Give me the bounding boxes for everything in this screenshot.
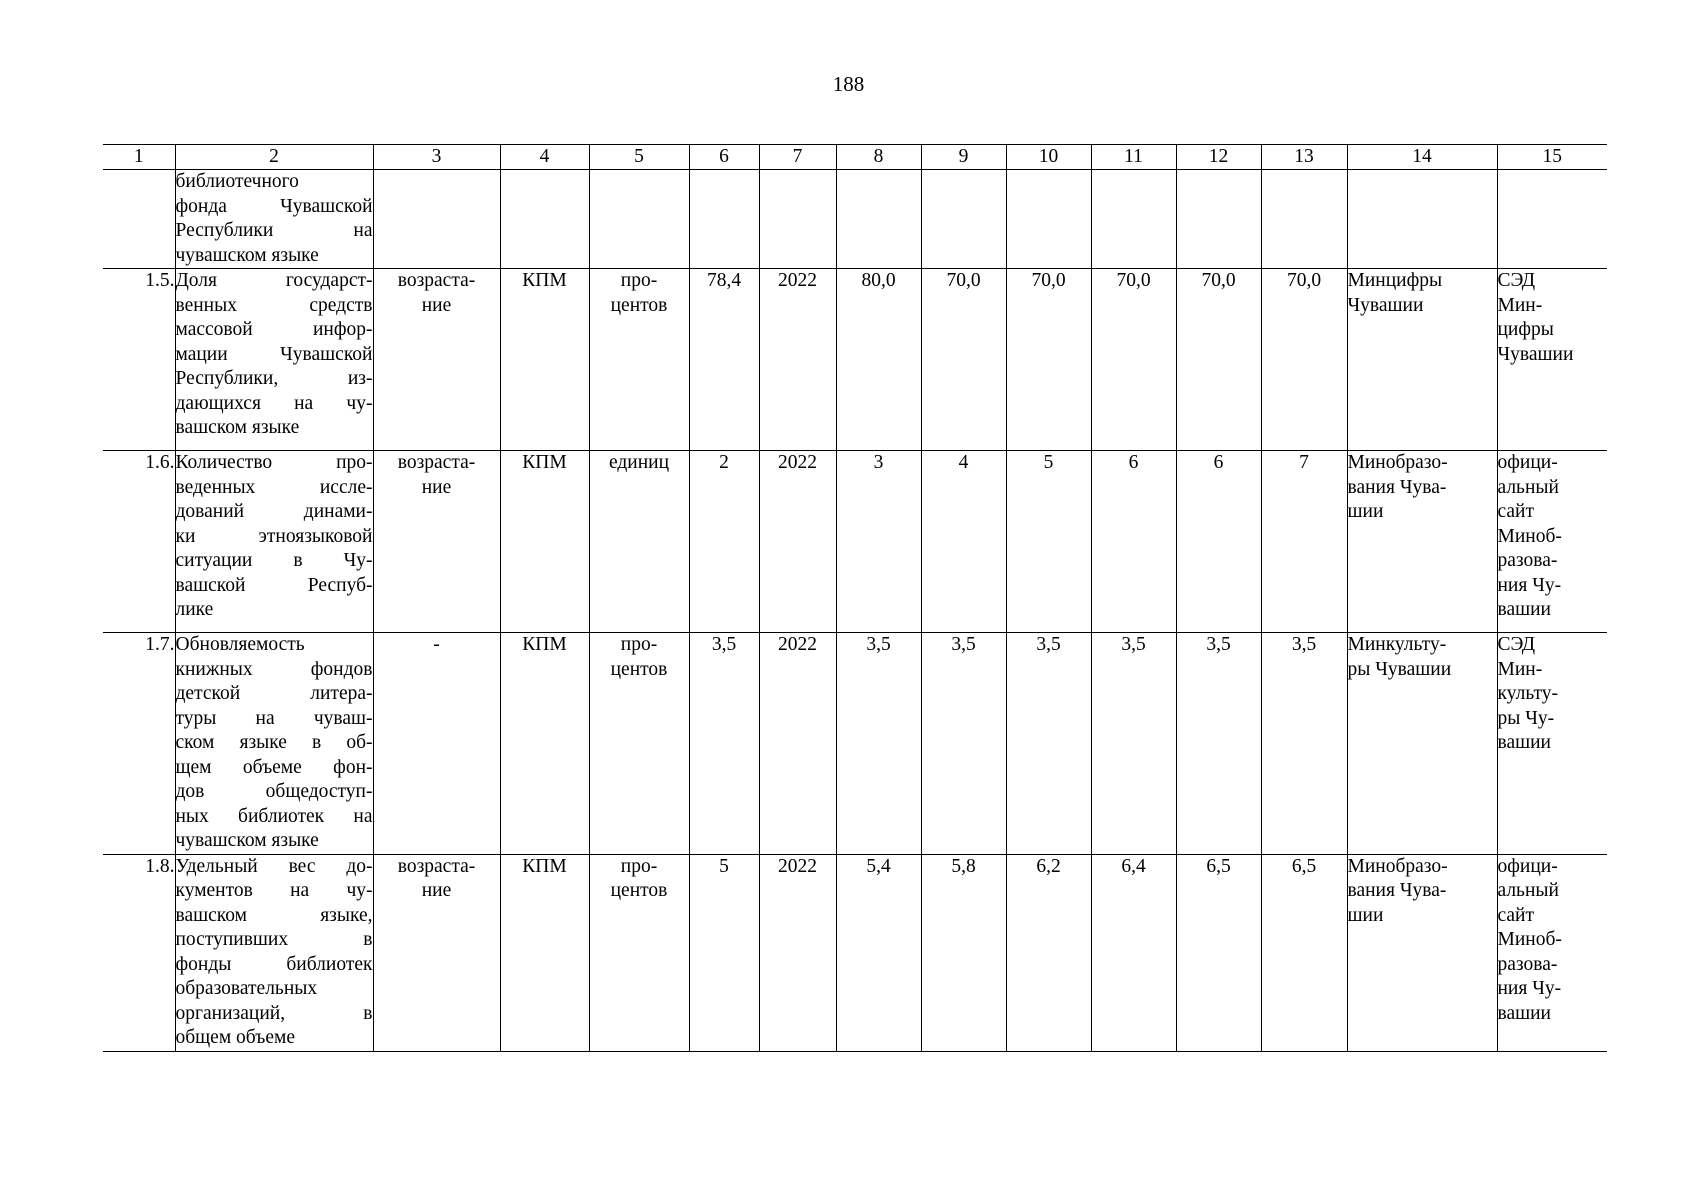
indicator-level: КПМ bbox=[522, 452, 567, 473]
header-row bbox=[103, 145, 1607, 170]
base-value-cell bbox=[689, 633, 759, 855]
base-year: 2022 bbox=[778, 270, 817, 291]
indicator-name-line: вашском языке, bbox=[175, 904, 373, 926]
base-value-cell bbox=[689, 854, 759, 1051]
row-number-cell bbox=[103, 854, 175, 1051]
row-number: 1.6. bbox=[145, 452, 175, 473]
value-col-13-cell bbox=[1261, 269, 1347, 451]
column-header-11: 11 bbox=[1091, 145, 1176, 170]
responsible-body: Минобразо- вания Чува- шии bbox=[1347, 855, 1448, 926]
indicator-name-line: Республики, из- bbox=[175, 368, 373, 389]
value-col-10-cell bbox=[1006, 633, 1091, 855]
data-source: СЭД Мин- цифры Чувашии bbox=[1497, 270, 1574, 365]
data-source: офици- альный сайт Миноб- разова- ния Чу- вашии bbox=[1497, 452, 1562, 620]
value-col-11: 6,4 bbox=[1121, 855, 1146, 877]
value-col-11-cell bbox=[1091, 854, 1176, 1051]
indicator-level-cell bbox=[500, 854, 589, 1051]
column-header-9: 9 bbox=[921, 145, 1006, 170]
value-col-11-cell bbox=[1091, 633, 1176, 855]
value-col-9: 70,0 bbox=[946, 270, 981, 291]
data-source: СЭД Мин- культу- ры Чу- вашии bbox=[1497, 634, 1558, 753]
indicator-name bbox=[176, 633, 373, 854]
value-col-9: 5,8 bbox=[951, 855, 976, 877]
indicator-name-line: фонда Чувашской bbox=[175, 195, 373, 217]
row-number: 1.8. bbox=[145, 855, 175, 877]
indicator-name-line: Обновляемость bbox=[175, 634, 305, 655]
value-col-13: 6,5 bbox=[1291, 855, 1317, 877]
column-header-5: 5 bbox=[589, 145, 689, 170]
page-number: 188 bbox=[832, 72, 865, 96]
indicator-level-cell bbox=[500, 633, 589, 855]
indicator-name-line: дающихся на чу- bbox=[175, 392, 373, 414]
indicator-name-line: образовательных bbox=[175, 978, 318, 999]
base-value-cell bbox=[689, 451, 759, 633]
value-col-9-cell bbox=[921, 170, 1006, 269]
value-col-12-cell bbox=[1176, 269, 1261, 451]
indicator-name-line: венных средств bbox=[175, 294, 373, 316]
value-col-11-cell bbox=[1091, 170, 1176, 269]
indicator-name-line: общем объеме bbox=[175, 1027, 295, 1048]
base-year-cell bbox=[759, 854, 836, 1051]
trend-direction: возраста- ние bbox=[397, 855, 476, 901]
value-col-12: 70,0 bbox=[1201, 270, 1236, 291]
column-header-4: 4 bbox=[500, 145, 589, 170]
value-col-10: 5 bbox=[1043, 452, 1054, 473]
value-col-13-cell bbox=[1261, 854, 1347, 1051]
value-col-10: 6,2 bbox=[1036, 855, 1061, 877]
indicator-name-line: ных библиотек на bbox=[175, 805, 373, 827]
value-col-8-cell bbox=[836, 451, 921, 633]
indicator-name-line: массовой инфор- bbox=[175, 319, 373, 340]
trend-direction-cell bbox=[373, 269, 500, 451]
value-col-11: 3,5 bbox=[1121, 634, 1146, 655]
indicator-name-line: фонды библиотек bbox=[175, 953, 373, 975]
value-col-9-cell bbox=[921, 854, 1006, 1051]
value-col-8: 5,4 bbox=[866, 855, 891, 877]
base-year-cell bbox=[759, 170, 836, 269]
value-col-9-cell bbox=[921, 451, 1006, 633]
row-number-cell bbox=[103, 633, 175, 855]
trend-direction-cell bbox=[373, 170, 500, 269]
row-number-cell bbox=[103, 269, 175, 451]
table-row bbox=[103, 633, 1607, 855]
trend-direction: - bbox=[433, 634, 440, 655]
responsible-body-cell bbox=[1347, 633, 1497, 855]
trend-direction: возраста- ние bbox=[397, 452, 476, 498]
indicator-level-cell bbox=[500, 451, 589, 633]
base-value: 78,4 bbox=[706, 270, 742, 291]
indicator-name-line: лике bbox=[175, 599, 214, 620]
responsible-body-cell bbox=[1347, 451, 1497, 633]
column-header-8: 8 bbox=[836, 145, 921, 170]
value-col-8: 3,5 bbox=[866, 634, 891, 655]
data-source-cell bbox=[1497, 170, 1607, 269]
column-header-6: 6 bbox=[689, 145, 759, 170]
value-col-8-cell bbox=[836, 854, 921, 1051]
table-body bbox=[103, 170, 1607, 1052]
column-header-12: 12 bbox=[1176, 145, 1261, 170]
table-row bbox=[103, 854, 1607, 1051]
table-header bbox=[103, 145, 1607, 170]
indicator-level-cell bbox=[500, 170, 589, 269]
value-col-10-cell bbox=[1006, 269, 1091, 451]
trend-direction: возраста- ние bbox=[397, 270, 476, 316]
value-col-13: 7 bbox=[1299, 452, 1309, 473]
indicator-name-line: Удельный вес до- bbox=[175, 855, 373, 877]
value-col-9-cell bbox=[921, 633, 1006, 855]
value-col-12-cell bbox=[1176, 633, 1261, 855]
value-col-13: 3,5 bbox=[1291, 634, 1317, 655]
base-year-cell bbox=[759, 633, 836, 855]
value-col-13-cell bbox=[1261, 170, 1347, 269]
indicator-name-line: книжных фондов bbox=[175, 658, 373, 680]
trend-direction-cell bbox=[373, 633, 500, 855]
responsible-body-cell bbox=[1347, 170, 1497, 269]
value-col-12: 3,5 bbox=[1206, 634, 1231, 655]
value-col-12-cell bbox=[1176, 170, 1261, 269]
indicator-name-cell bbox=[175, 633, 373, 855]
column-header-3: 3 bbox=[373, 145, 500, 170]
indicator-name-line: вашском языке bbox=[175, 417, 300, 438]
responsible-body-cell bbox=[1347, 269, 1497, 451]
indicator-name-line: Количество про- bbox=[175, 452, 373, 473]
value-col-12: 6,5 bbox=[1206, 855, 1231, 877]
indicator-name bbox=[176, 451, 373, 623]
indicator-name-cell bbox=[175, 170, 373, 269]
column-header-7: 7 bbox=[759, 145, 836, 170]
indicator-level: КПМ bbox=[522, 634, 567, 655]
indicator-name-line: детской литера- bbox=[175, 683, 373, 704]
unit-of-measure-cell bbox=[589, 170, 689, 269]
responsible-body: Минкульту- ры Чувашии bbox=[1347, 634, 1452, 680]
unit-of-measure-cell bbox=[589, 633, 689, 855]
value-col-12-cell bbox=[1176, 451, 1261, 633]
column-header-2: 2 bbox=[175, 145, 373, 170]
row-number: 1.7. bbox=[145, 634, 175, 655]
table-row bbox=[103, 269, 1607, 451]
row-number-cell bbox=[103, 451, 175, 633]
indicator-name-line: Республики на bbox=[175, 220, 373, 241]
indicator-name-line: ском языке в об- bbox=[175, 732, 373, 753]
value-col-13: 70,0 bbox=[1286, 270, 1322, 291]
data-source-cell bbox=[1497, 451, 1607, 633]
value-col-13-cell bbox=[1261, 633, 1347, 855]
data-source: офици- альный сайт Миноб- разова- ния Чу- вашии bbox=[1497, 855, 1562, 1024]
indicator-name-line: ки этноязыковой bbox=[175, 525, 373, 547]
indicator-name-line: туры на чуваш- bbox=[175, 707, 373, 729]
value-col-8-cell bbox=[836, 633, 921, 855]
value-col-8: 3 bbox=[873, 452, 884, 473]
base-year: 2022 bbox=[778, 855, 817, 877]
indicator-name-line: щем объеме фон- bbox=[175, 756, 373, 778]
table-row bbox=[103, 170, 1607, 269]
value-col-9: 3,5 bbox=[951, 634, 976, 655]
responsible-body-cell bbox=[1347, 854, 1497, 1051]
value-col-9: 4 bbox=[958, 452, 969, 473]
value-col-11-cell bbox=[1091, 269, 1176, 451]
column-header-10: 10 bbox=[1006, 145, 1091, 170]
row-number: 1.5. bbox=[145, 270, 175, 291]
unit-of-measure: про- центов bbox=[610, 270, 668, 316]
responsible-body: Минобразо- вания Чува- шии bbox=[1347, 452, 1448, 522]
value-col-10-cell bbox=[1006, 170, 1091, 269]
responsible-body: Минцифры Чувашии bbox=[1347, 270, 1443, 316]
trend-direction-cell bbox=[373, 854, 500, 1051]
indicator-name-cell bbox=[175, 269, 373, 451]
value-col-11-cell bbox=[1091, 451, 1176, 633]
value-col-8-cell bbox=[836, 170, 921, 269]
unit-of-measure-cell bbox=[589, 269, 689, 451]
indicator-name-line: Доля государст- bbox=[175, 270, 373, 291]
value-col-8: 80,0 bbox=[861, 270, 896, 291]
value-col-10: 3,5 bbox=[1036, 634, 1061, 655]
unit-of-measure-cell bbox=[589, 854, 689, 1051]
indicator-level: КПМ bbox=[522, 270, 567, 291]
indicator-name bbox=[176, 269, 373, 441]
indicator-name-line: кументов на чу- bbox=[175, 880, 373, 901]
value-col-12: 6 bbox=[1213, 452, 1224, 473]
indicator-name-line: дов общедоступ- bbox=[175, 781, 373, 802]
base-year: 2022 bbox=[778, 452, 817, 473]
indicator-name-line: чувашском языке bbox=[175, 244, 319, 266]
data-source-cell bbox=[1497, 269, 1607, 451]
indicator-name-cell bbox=[175, 451, 373, 633]
column-header-13: 13 bbox=[1261, 145, 1347, 170]
indicator-name-line: вашской Респуб- bbox=[175, 574, 373, 596]
indicator-name-line: мации Чувашской bbox=[175, 343, 373, 365]
value-col-13-cell bbox=[1261, 451, 1347, 633]
data-source-cell bbox=[1497, 854, 1607, 1051]
indicator-name-line: веденных иссле- bbox=[175, 476, 373, 498]
base-year-cell bbox=[759, 451, 836, 633]
unit-of-measure: про- центов bbox=[610, 634, 668, 680]
indicator-name-line: ситуации в Чу- bbox=[175, 550, 373, 571]
value-col-10-cell bbox=[1006, 451, 1091, 633]
indicator-level: КПМ bbox=[522, 855, 567, 877]
indicators-table bbox=[103, 144, 1607, 1052]
indicator-name-line: дований динами- bbox=[175, 501, 373, 522]
unit-of-measure-cell bbox=[589, 451, 689, 633]
indicator-name bbox=[176, 855, 373, 1051]
value-col-8-cell bbox=[836, 269, 921, 451]
indicator-name-cell bbox=[175, 854, 373, 1051]
value-col-10-cell bbox=[1006, 854, 1091, 1051]
indicator-name-line: библиотечного bbox=[175, 171, 299, 192]
value-col-12-cell bbox=[1176, 854, 1261, 1051]
value-col-9-cell bbox=[921, 269, 1006, 451]
value-col-11: 70,0 bbox=[1116, 270, 1151, 291]
column-header-14: 14 bbox=[1347, 145, 1497, 170]
table-row bbox=[103, 451, 1607, 633]
row-number-cell bbox=[103, 170, 175, 269]
value-col-10: 70,0 bbox=[1031, 270, 1066, 291]
base-year: 2022 bbox=[778, 634, 817, 655]
unit-of-measure: про- центов bbox=[610, 855, 668, 901]
base-year-cell bbox=[759, 269, 836, 451]
indicator-name-line: организаций, в bbox=[175, 1002, 373, 1024]
base-value: 3,5 bbox=[711, 634, 737, 655]
trend-direction-cell bbox=[373, 451, 500, 633]
column-header-15: 15 bbox=[1497, 145, 1607, 170]
indicator-name-line: поступивших в bbox=[175, 929, 373, 950]
data-source-cell bbox=[1497, 633, 1607, 855]
value-col-11: 6 bbox=[1128, 452, 1139, 473]
base-value-cell bbox=[689, 170, 759, 269]
indicator-name bbox=[176, 170, 373, 268]
base-value: 2 bbox=[719, 452, 729, 473]
indicator-name-line: чувашском языке bbox=[175, 830, 319, 851]
base-value: 5 bbox=[719, 855, 729, 877]
column-header-1: 1 bbox=[103, 145, 175, 170]
unit-of-measure: единиц bbox=[608, 452, 670, 473]
base-value-cell bbox=[689, 269, 759, 451]
indicator-level-cell bbox=[500, 269, 589, 451]
